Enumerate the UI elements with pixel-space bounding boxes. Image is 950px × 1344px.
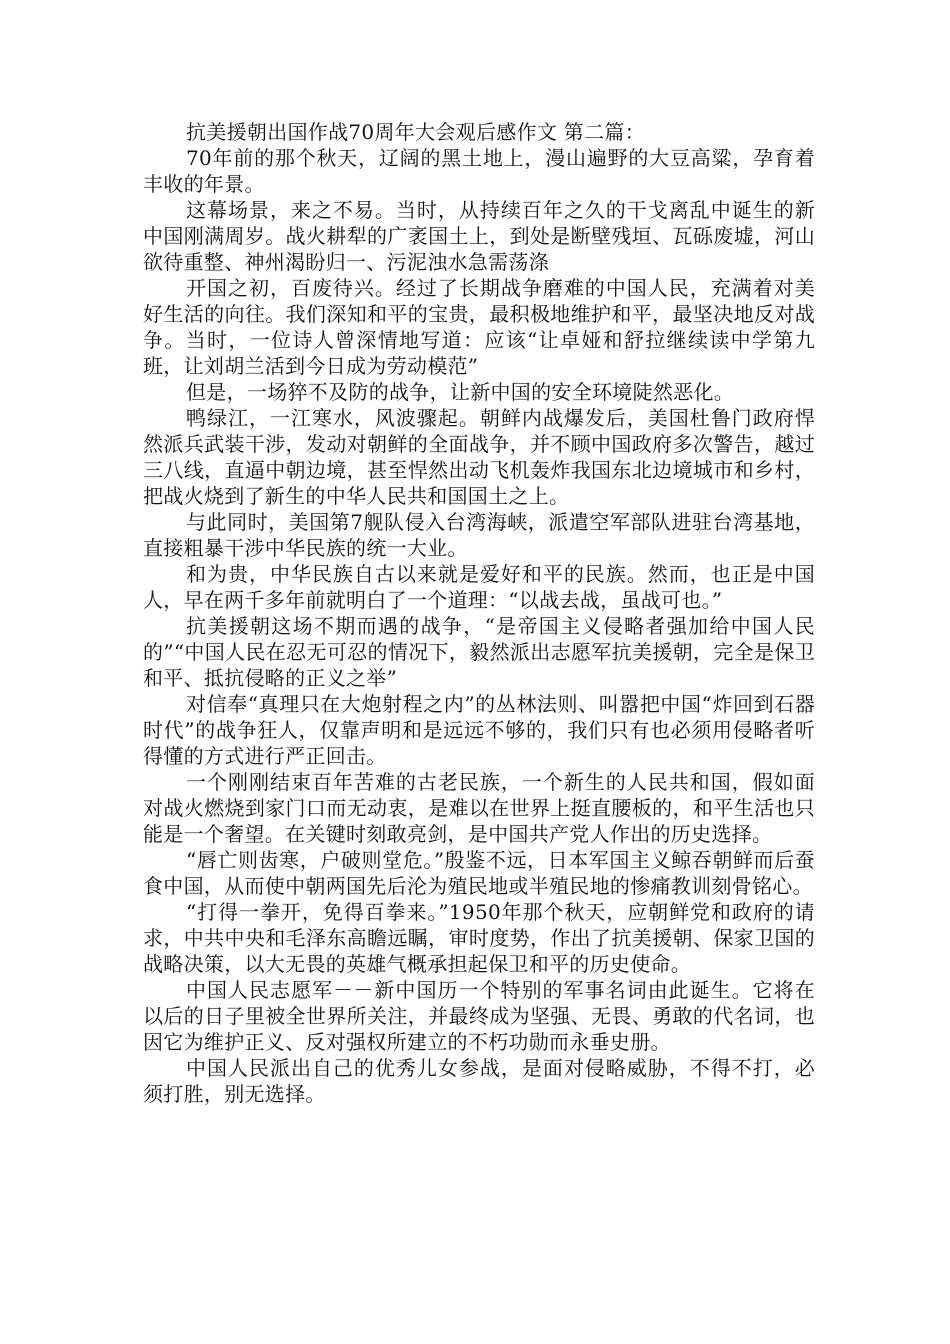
paragraph: 对信奉“真理只在大炮射程之内”的丛林法则、叫嚣把中国“炸回到石器时代”的战争狂人，仅靠声明和是远远不够的，我们只有也必须用侵略者听得懂的方式进行严正回击。	[143, 692, 815, 768]
paragraph: 但是，一场猝不及防的战争，让新中国的安全环境陡然恶化。	[186, 380, 735, 404]
paragraph: 这幕场景，来之不易。当时，从持续百年之久的干戈离乱中诞生的新中国刚满周岁。战火耕犁的广袤国土上，到处是断壁残垣、瓦砾废墟，河山欲待重整、神州渴盼归一、污泥浊水急需荡涤	[143, 198, 815, 274]
paragraph: 抗美援朝这场不期而遇的战争，“是帝国主义侵略者强加给中国人民的”“中国人民在忍无可忍的情况下，毅然派出志愿军抗美援朝，完全是保卫和平、抵抗侵略的正义之举”	[143, 614, 815, 690]
paragraph: 与此同时，美国第7舰队侵入台湾海峡，派遣空军部队进驻台湾基地，直接粗暴干涉中华民族的统一大业。	[143, 510, 815, 560]
paragraph-title: 抗美援朝出国作战70周年大会观后感作文 第二篇：	[186, 120, 646, 144]
paragraph: 70年前的那个秋天，辽阔的黑土地上，漫山遍野的大豆高粱，孕育着丰收的年景。	[143, 146, 815, 196]
paragraph: 中国人民派出自己的优秀儿女参战，是面对侵略威胁，不得不打，必须打胜，别无选择。	[143, 1056, 815, 1106]
paragraph: “打得一拳开，免得百拳来。”1950年那个秋天，应朝鲜党和政府的请求，中共中央和毛泽东高瞻远瞩，审时度势，作出了抗美援朝、保家卫国的战略决策，以大无畏的英雄气概承担起保卫和平的历史使命。	[143, 900, 815, 976]
paragraph: “唇亡则齿寒，户破则堂危。”殷鉴不远，日本军国主义鲸吞朝鲜而后蚕食中国，从而使中朝两国先后沦为殖民地或半殖民地的惨痛教训刻骨铭心。	[143, 848, 815, 898]
paragraph: 和为贵，中华民族自古以来就是爱好和平的民族。然而，也正是中国人，早在两千多年前就明白了一个道理：“以战去战，虽战可也。”	[143, 562, 815, 612]
paragraph: 鸭绿江，一江寒水，风波骤起。朝鲜内战爆发后，美国杜鲁门政府悍然派兵武装干涉，发动对朝鲜的全面战争，并不顾中国政府多次警告，越过三八线，直逼中朝边境，甚至悍然出动飞机轰炸我国东北边境城市和乡村，把战火烧到了新生的中华人民共和国国土之上。	[143, 406, 815, 508]
paragraph: 一个刚刚结束百年苦难的古老民族，一个新生的人民共和国，假如面对战火燃烧到家门口而无动衷，是难以在世界上挺直腰板的，和平生活也只能是一个奢望。在关键时刻敢亮剑，是中国共产党人作出的历史选择。	[143, 770, 815, 846]
document-body	[143, 119, 815, 1107]
paragraph: 开国之初，百废待兴。经过了长期战争磨难的中国人民，充满着对美好生活的向往。我们深知和平的宝贵，最积极地维护和平，最坚决地反对战争。当时，一位诗人曾深情地写道：应该“让卓娅和舒拉继续读中学第九班，让刘胡兰活到今日成为劳动模范”	[143, 276, 815, 378]
paragraph: 中国人民志愿军－－新中国历一个特别的军事名词由此诞生。它将在以后的日子里被全世界所关注，并最终成为坚强、无畏、勇敢的代名词，也因它为维护正义、反对强权所建立的不朽功勋而永垂史册。	[143, 978, 815, 1054]
